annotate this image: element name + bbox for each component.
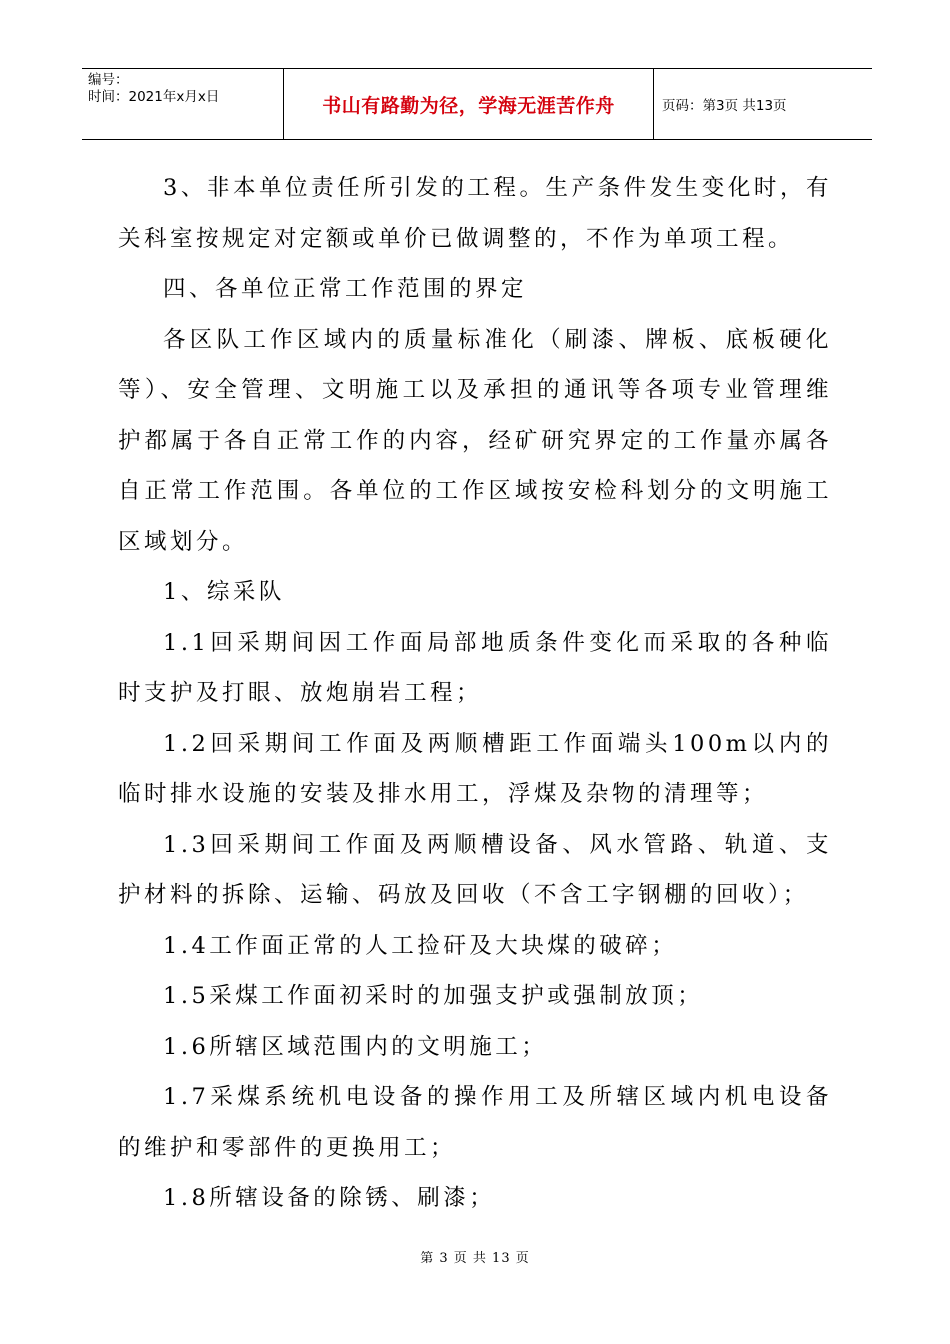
list-item-1-5: 1.5采煤工作面初采时的加强支护或强制放顶； <box>163 983 704 1009</box>
list-item-1-1: 1.1回采期间因工作面局部地质条件变化而采取的各种临时支护及打眼、放炮崩岩工程； <box>118 629 832 706</box>
list-item-1-6: 1.6所辖区域范围内的文明施工； <box>163 1033 548 1060</box>
paragraph-3: 3、非本单位责任所引发的工程。生产条件发生变化时，有关科室按规定对定额或单价已做调整的，不作为单项工程。 <box>118 175 832 252</box>
list-item-1-2: 1.2回采期间工作面及两顺槽距工作面端头100m以内的临时排水设施的安装及排水用工，浮煤及杂物的清理等； <box>118 730 832 807</box>
subsection-heading-1: 1、综采队 <box>163 579 285 605</box>
document-date: 时间：2021年x月x日 <box>88 89 220 105</box>
header-page-info: 页码：第3页 共13页 <box>662 98 787 114</box>
list-item-1-7: 1.7采煤系统机电设备的操作用工及所辖区域内机电设备的维护和零部件的更换用工； <box>118 1084 832 1161</box>
paragraph-scope: 各区队工作区域内的质量标准化（刷漆、牌板、底板硬化等）、安全管理、文明施工以及承担的通讯等各项专业管理维护都属于各自正常工作的内容，经矿研究界定的工作量亦属各自正常工作范围。各单位的工作区域按安检科划分的文明施工区域划分。 <box>118 326 832 555</box>
page-header <box>82 68 872 140</box>
page-footer: 第 3 页 共 13 页 <box>420 1251 530 1266</box>
list-item-1-8: 1.8所辖设备的除锈、刷漆； <box>163 1185 496 1211</box>
header-motto: 书山有路勤为径，学海无涯苦作舟 <box>284 69 654 139</box>
list-item-1-4: 1.4工作面正常的人工捡矸及大块煤的破碎； <box>163 932 678 959</box>
document-body <box>118 163 832 1224</box>
section-heading-4: 四、各单位正常工作范围的界定 <box>163 276 528 302</box>
header-meta <box>82 69 284 139</box>
document-number-label: 编号： <box>88 72 129 88</box>
list-item-1-3: 1.3回采期间工作面及两顺槽设备、风水管路、轨道、支护材料的拆除、运输、码放及回收（不含工字钢棚的回收）； <box>118 831 832 908</box>
